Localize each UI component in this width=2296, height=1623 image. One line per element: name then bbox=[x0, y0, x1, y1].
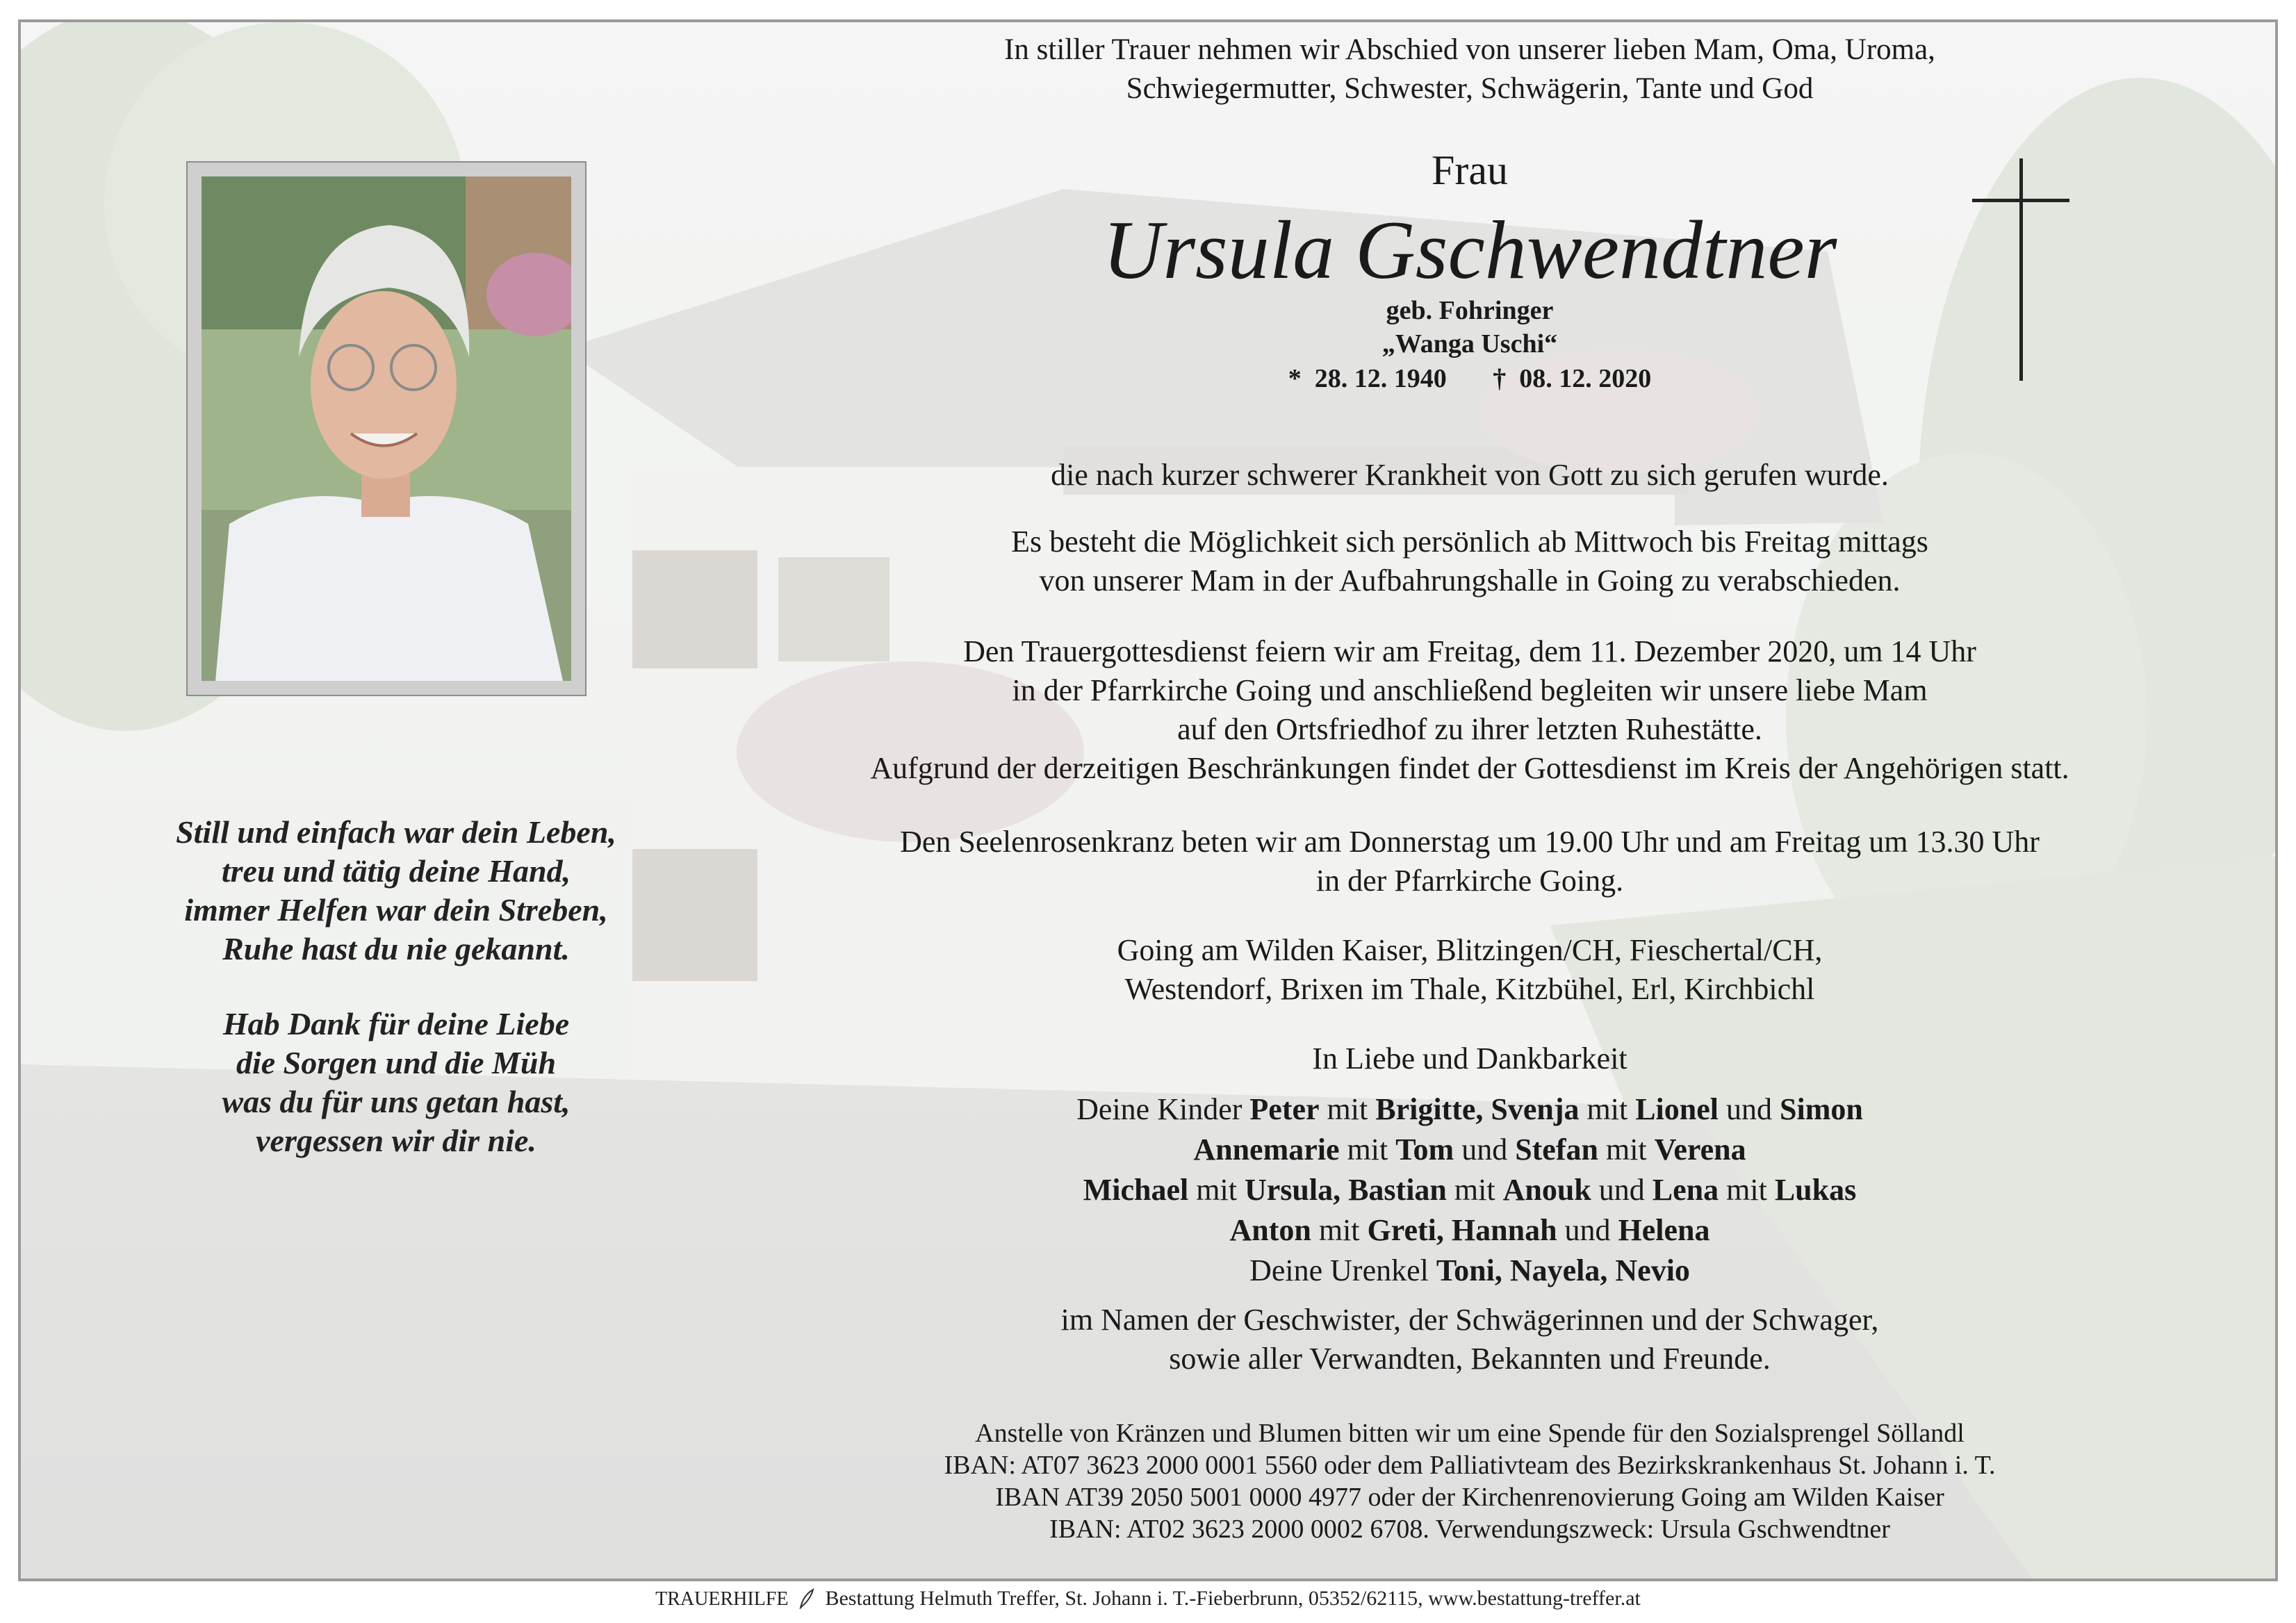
connector: und bbox=[1726, 1092, 1772, 1126]
connector: mit bbox=[1318, 1213, 1360, 1247]
connector: mit bbox=[1586, 1092, 1628, 1126]
birth-name: geb. Fohringer bbox=[1386, 296, 1554, 325]
poem-line: Hab Dank für deine Liebe bbox=[222, 1006, 570, 1041]
family-name: Peter bbox=[1249, 1092, 1320, 1126]
family-name: Brigitte, Svenja bbox=[1375, 1092, 1580, 1126]
family-line-5 bbox=[695, 1251, 2245, 1291]
called-home: die nach kurzer schwerer Krankheit von Gott zu sich gerufen wurde. bbox=[1051, 458, 1889, 492]
poem-line: Ruhe hast du nie gekannt. bbox=[222, 931, 570, 966]
footer-brand: TRAUERHILFE bbox=[655, 1588, 789, 1610]
donation-line: IBAN: AT07 3623 2000 0001 5560 oder dem Palliativteam des Bezirkskrankenhaus St. Johann i. T. bbox=[944, 1451, 1996, 1480]
farewell-line: von unserer Mam in der Aufbahrungshalle in Going zu verabschieden. bbox=[1039, 563, 1901, 598]
family-name: Lukas bbox=[1774, 1173, 1857, 1207]
portrait-photo bbox=[202, 176, 571, 681]
service-paragraph bbox=[695, 632, 2245, 788]
poem-line: treu und tätig deine Hand, bbox=[221, 853, 571, 889]
intro-line: In stiller Trauer nehmen wir Abschied von unserer lieben Mam, Oma, Uroma, bbox=[1004, 33, 1935, 66]
birth-symbol: * bbox=[1288, 364, 1302, 393]
donation-line: Anstelle von Kränzen und Blumen bitten wir um eine Spende für den Sozialsprengel Söllandl bbox=[975, 1419, 1965, 1448]
poem-line: vergessen wir dir nie. bbox=[256, 1123, 536, 1158]
family-name: Greti, Hannah bbox=[1367, 1213, 1557, 1247]
feather-icon bbox=[798, 1588, 816, 1609]
donation-line: IBAN AT39 2050 5001 0000 4977 oder der Kirchenrenovierung Going am Wilden Kaiser bbox=[995, 1483, 1944, 1512]
children-intro: Deine Kinder bbox=[1076, 1092, 1243, 1126]
places-line: Westendorf, Brixen im Thale, Kitzbühel, Erl, Kirchbichl bbox=[1124, 972, 1815, 1006]
closing-paragraph bbox=[695, 1301, 2245, 1378]
connector: und bbox=[1598, 1173, 1645, 1207]
service-line: auf den Ortsfriedhof zu ihrer letzten Ruhestätte. bbox=[1177, 712, 1762, 746]
donation-info bbox=[695, 1417, 2245, 1545]
rosary-line: in der Pfarrkirche Going. bbox=[1315, 864, 1624, 898]
family-name: Verena bbox=[1654, 1132, 1746, 1167]
family-line-1 bbox=[695, 1089, 2245, 1130]
intro-line: Schwiegermutter, Schwester, Schwägerin, Tante und God bbox=[1126, 72, 1814, 105]
connector: und bbox=[1564, 1213, 1611, 1247]
birth-date: 28. 12. 1940 bbox=[1314, 364, 1447, 393]
service-line: Aufgrund der derzeitigen Beschränkungen findet der Gottesdienst im Kreis der Angehörigen statt. bbox=[870, 751, 2069, 785]
family-name: Helena bbox=[1618, 1213, 1710, 1247]
footer-text: Bestattung Helmuth Treffer, St. Johann i. T.-Fieberbrunn, 05352/62115, www.bestattung-treffer.at bbox=[825, 1587, 1641, 1610]
family-line-4 bbox=[695, 1210, 2245, 1251]
places-paragraph bbox=[695, 931, 2245, 1009]
poem-stanza-2 bbox=[69, 1005, 723, 1160]
portrait-frame bbox=[186, 161, 587, 696]
family-name: Simon bbox=[1780, 1092, 1863, 1126]
family-name: Lena bbox=[1652, 1173, 1719, 1207]
connector: mit bbox=[1454, 1173, 1495, 1207]
connector: mit bbox=[1327, 1092, 1368, 1126]
family-name: Ursula, Bastian bbox=[1244, 1173, 1447, 1207]
family-name: Anton bbox=[1229, 1213, 1311, 1247]
connector: mit bbox=[1347, 1132, 1388, 1167]
greatgrand-intro: Deine Urenkel bbox=[1249, 1253, 1429, 1287]
family-name: Stefan bbox=[1515, 1132, 1598, 1167]
donation-line: IBAN: AT02 3623 2000 0002 6708. Verwendungszweck: Ursula Gschwendtner bbox=[1049, 1515, 1890, 1544]
family-name: Anouk bbox=[1502, 1173, 1591, 1207]
rosary-paragraph bbox=[695, 823, 2245, 900]
intro-text bbox=[695, 31, 2245, 108]
farewell-paragraph bbox=[695, 522, 2245, 600]
family-list bbox=[695, 1089, 2245, 1291]
connector: mit bbox=[1196, 1173, 1237, 1207]
farewell-line: Es besteht die Möglichkeit sich persönlich ab Mittwoch bis Freitag mittags bbox=[1011, 525, 1928, 559]
connector: mit bbox=[1605, 1132, 1647, 1167]
salutation: Frau bbox=[1432, 147, 1508, 193]
family-opening: In Liebe und Dankbarkeit bbox=[1312, 1041, 1627, 1076]
portrait-illustration bbox=[202, 176, 571, 681]
connector: mit bbox=[1726, 1173, 1767, 1207]
family-name: Michael bbox=[1083, 1173, 1189, 1207]
footer bbox=[0, 1587, 2296, 1610]
rosary-line: Den Seelenrosenkranz beten wir am Donnerstag um 19.00 Uhr und am Freitag um 13.30 Uhr bbox=[900, 825, 2040, 859]
death-date: 08. 12. 2020 bbox=[1519, 364, 1652, 393]
closing-line: im Namen der Geschwister, der Schwägerinnen und der Schwager, bbox=[1060, 1303, 1879, 1337]
service-line: Den Trauergottesdienst feiern wir am Freitag, dem 11. Dezember 2020, um 14 Uhr bbox=[963, 634, 1976, 668]
poem-stanza-1 bbox=[69, 813, 723, 969]
family-name: Toni, Nayela, Nevio bbox=[1436, 1253, 1690, 1287]
family-line-2 bbox=[695, 1130, 2245, 1170]
death-symbol: † bbox=[1493, 364, 1507, 393]
closing-line: sowie aller Verwandten, Bekannten und Freunde. bbox=[1169, 1342, 1771, 1376]
connector: und bbox=[1461, 1132, 1508, 1167]
nickname: „Wanga Uschi“ bbox=[1381, 329, 1558, 359]
service-line: in der Pfarrkirche Going und anschließend begleiten wir unsere liebe Mam bbox=[1012, 673, 1928, 707]
places-line: Going am Wilden Kaiser, Blitzingen/CH, Fieschertal/CH, bbox=[1117, 933, 1823, 967]
family-line-3 bbox=[695, 1170, 2245, 1210]
life-dates bbox=[695, 363, 2245, 395]
poem-line: immer Helfen war dein Streben, bbox=[184, 892, 608, 928]
deceased-name: Ursula Gschwendtner bbox=[1102, 204, 1837, 296]
poem-line: die Sorgen und die Müh bbox=[236, 1045, 557, 1080]
family-name: Tom bbox=[1395, 1132, 1454, 1167]
poem-line: Still und einfach war dein Leben, bbox=[176, 814, 616, 850]
poem-line: was du für uns getan hast, bbox=[222, 1084, 571, 1119]
family-name: Annemarie bbox=[1193, 1132, 1340, 1167]
family-name: Lionel bbox=[1635, 1092, 1719, 1126]
